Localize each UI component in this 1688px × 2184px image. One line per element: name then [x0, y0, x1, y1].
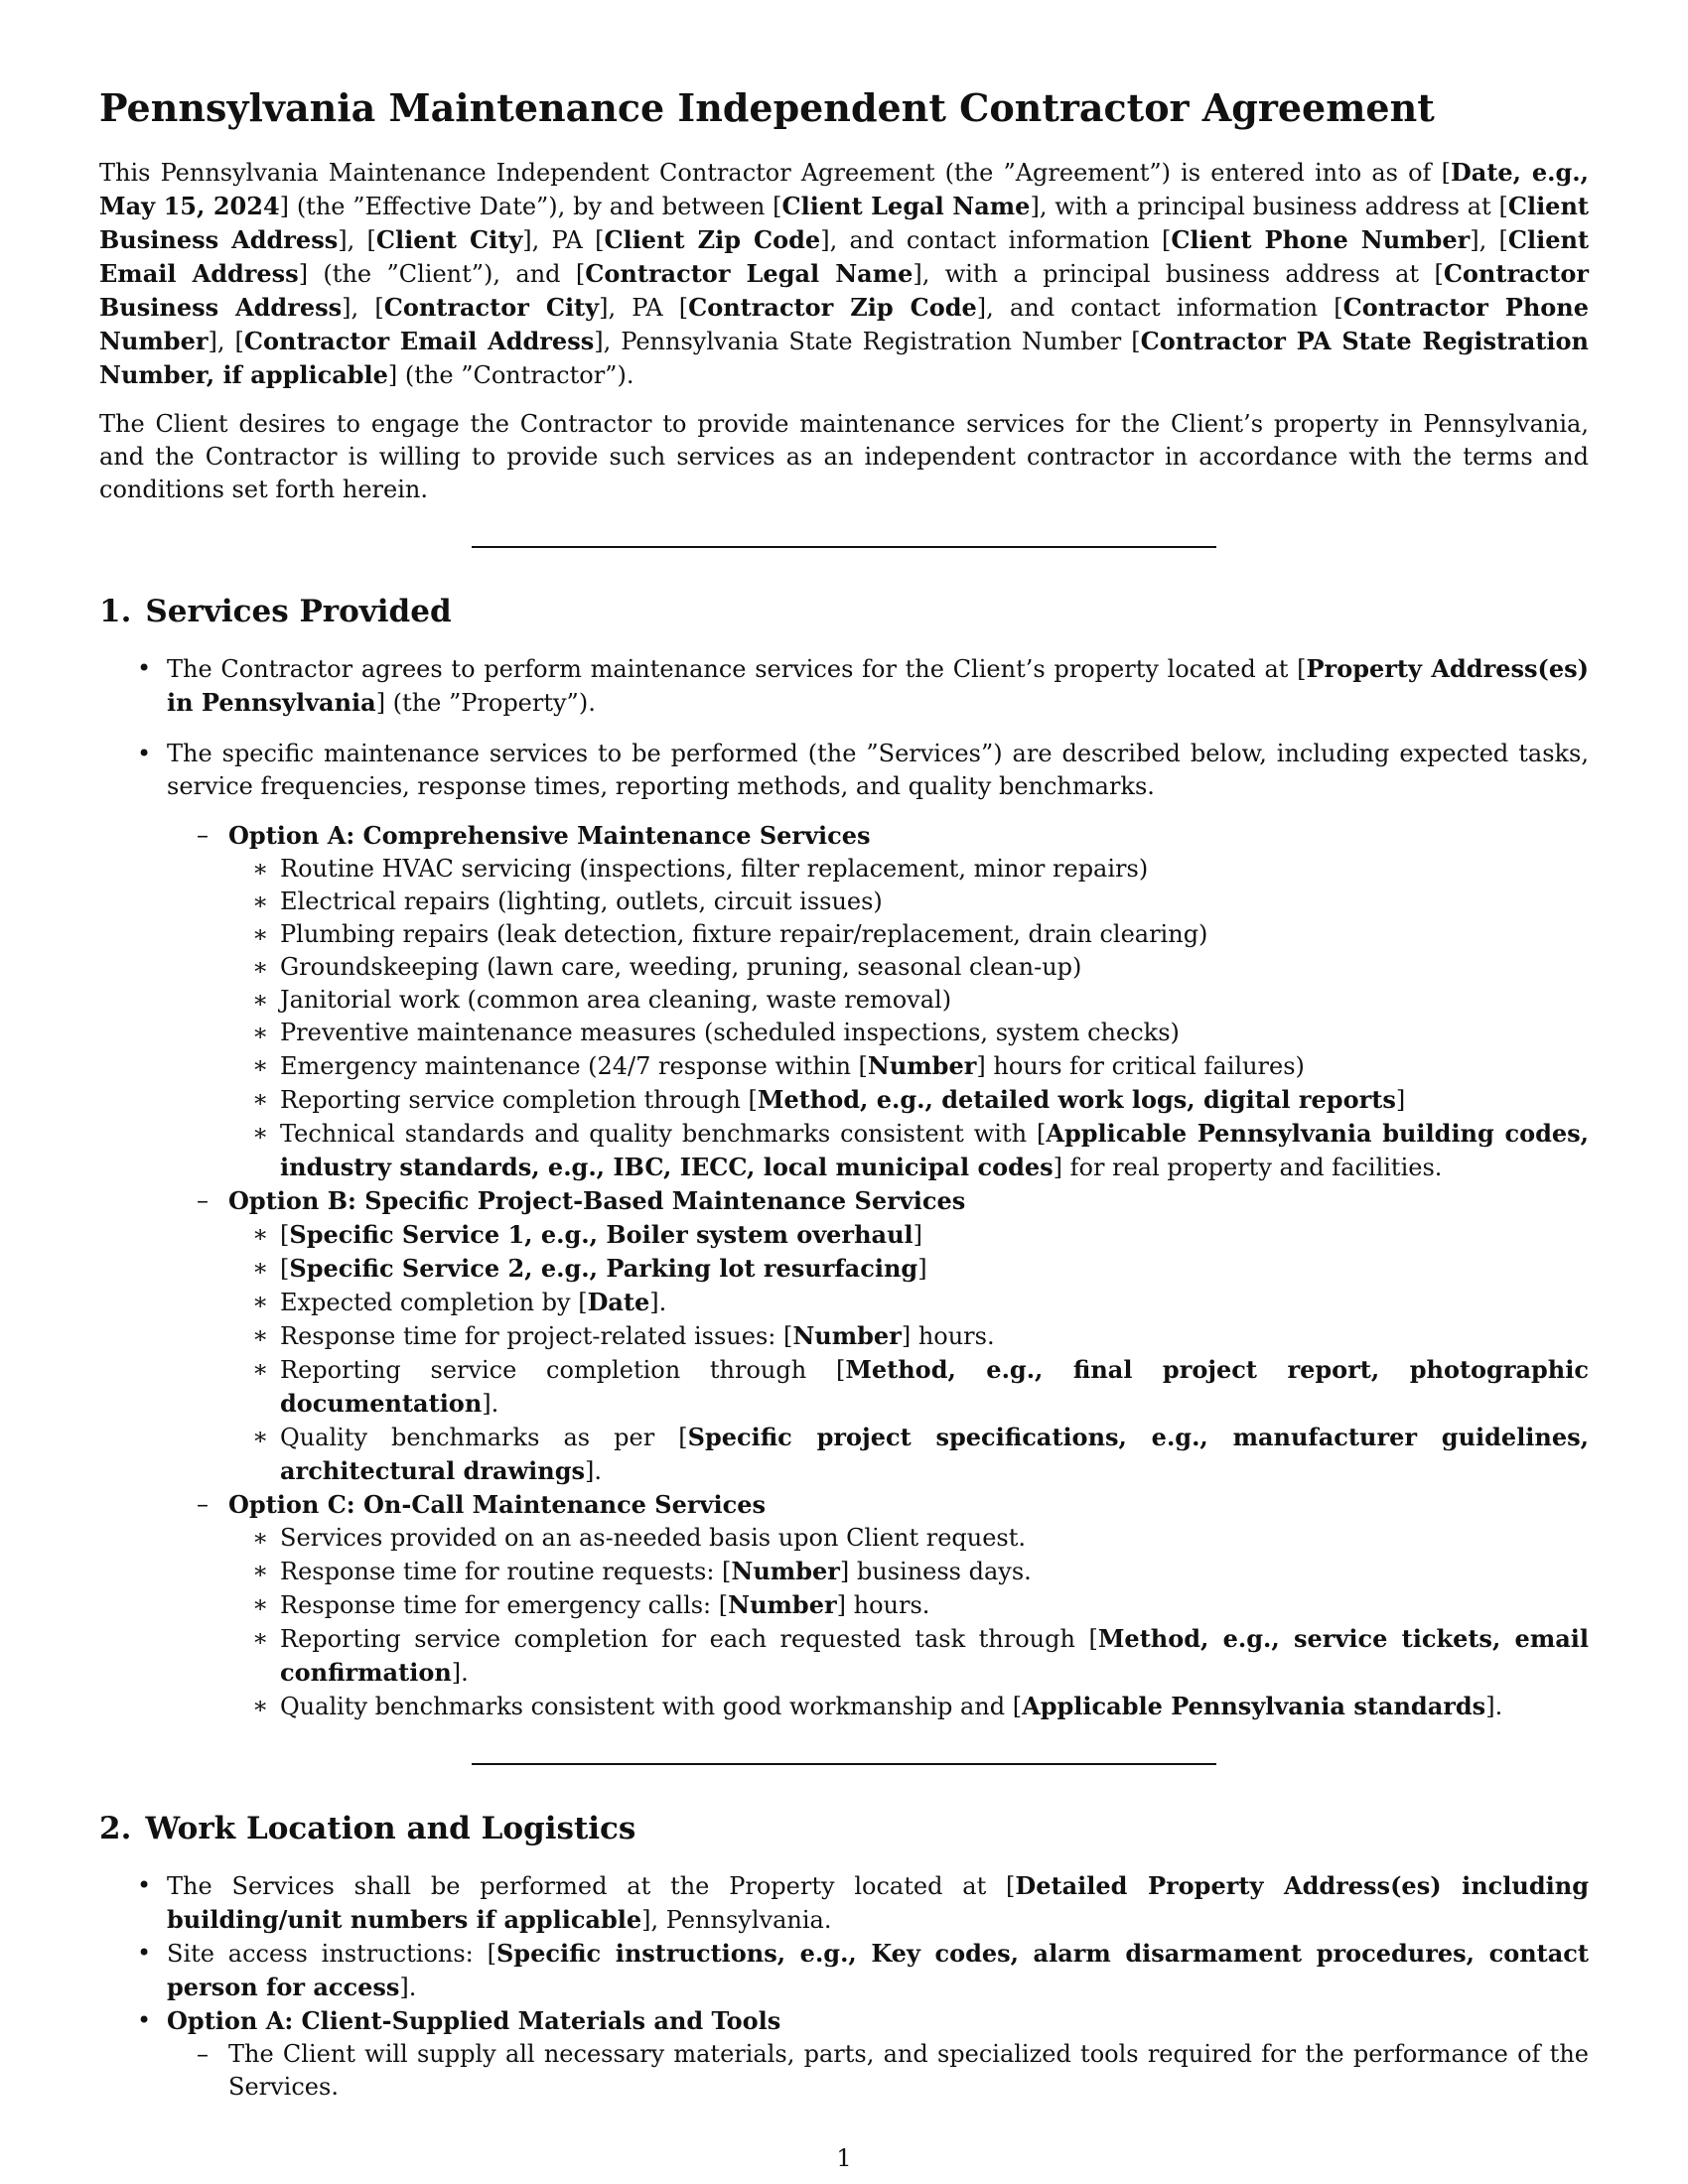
text-run: Janitorial work (common area cleaning, waste removal)	[280, 985, 952, 1014]
placeholder-field: Method, e.g., service tickets, email confirmation	[280, 1623, 1590, 1687]
placeholder-field: Specific Service 1, e.g., Boiler system overhaul	[289, 1219, 914, 1249]
text-run: ] business days.	[839, 1557, 1032, 1585]
placeholder-field: Property Address(es) in Pennsylvania	[167, 653, 1589, 717]
asterisk-icon: ∗	[252, 1219, 269, 1248]
placeholder-field: Specific instructions, e.g., Key codes, alarm disarmament procedures, contact person for access	[167, 1938, 1589, 2001]
text-run: ], PA [	[522, 225, 605, 254]
dash-item	[167, 2038, 1589, 2104]
text-run: Plumbing repairs (leak detection, fixture repair/replacement, drain clearing)	[280, 919, 1208, 948]
text-run: ].	[585, 1456, 603, 1485]
section-number: 2.	[99, 1810, 132, 1846]
sub-item	[228, 984, 1589, 1017]
text-run: Preventive maintenance measures (scheduled inspections, system checks)	[280, 1018, 1180, 1046]
placeholder-field: Contractor Business Address	[99, 258, 1590, 322]
bullet-item	[99, 1937, 1589, 2004]
placeholder-field: Date	[587, 1287, 650, 1316]
asterisk-icon: ∗	[252, 887, 269, 915]
text-run: ], [	[338, 225, 376, 254]
asterisk-icon: ∗	[252, 1354, 269, 1383]
text-run: ], [	[1470, 225, 1508, 254]
text-run: ], with a principal business address at [	[913, 259, 1444, 288]
sections-container	[99, 546, 1589, 2104]
text-run: Technical standards and quality benchmarks consistent with [	[280, 1119, 1047, 1148]
asterisk-icon: ∗	[252, 1084, 269, 1113]
placeholder-field: Method, e.g., detailed work logs, digital reports	[757, 1084, 1396, 1114]
text-run: [	[280, 1220, 290, 1249]
sub-item	[228, 1218, 1589, 1252]
text-run: ] hours.	[836, 1590, 930, 1619]
bullet-list	[99, 1869, 1589, 2104]
placeholder-field: Client City	[375, 224, 523, 254]
bullet-icon: •	[137, 739, 152, 767]
dash-icon: –	[197, 820, 209, 849]
placeholder-field: Specific project specifications, e.g., manufacturer guidelines, architectural drawings	[280, 1422, 1590, 1485]
text-run: Reporting service completion through [	[280, 1085, 758, 1114]
placeholder-field: Contractor Email Address	[243, 326, 595, 355]
text-run: ]	[917, 1254, 927, 1283]
placeholder-field: Contractor City	[383, 292, 600, 322]
placeholder-field: Client Legal Name	[781, 191, 1031, 220]
sub-item	[228, 1017, 1589, 1049]
placeholder-field: Number	[792, 1320, 902, 1350]
text-run: Quality benchmarks as per [	[280, 1423, 688, 1451]
text-run: Quality benchmarks consistent with good workmanship and [	[280, 1692, 1023, 1720]
document-title: Pennsylvania Maintenance Independent Contractor Agreement	[99, 85, 1435, 130]
text-run: ].	[399, 1973, 417, 2001]
text-run: Electrical repairs (lighting, outlets, circuit issues)	[280, 887, 883, 915]
sub-item	[228, 1117, 1589, 1184]
bullet-item	[99, 2004, 1589, 2104]
text-run: ].	[451, 1658, 469, 1687]
sub-item	[228, 1319, 1589, 1353]
text-run: ], and contact information [	[976, 293, 1343, 322]
text-run: ]	[1395, 1085, 1406, 1114]
text-run: Response time for routine requests: [	[280, 1557, 732, 1585]
dash-icon: –	[197, 2039, 209, 2068]
text-run: Groundskeeping (lawn care, weeding, pruning, seasonal clean-up)	[280, 952, 1082, 981]
text-run: ] (the ”Client”), and [	[298, 259, 586, 288]
placeholder-field: Date, e.g., May 15, 2024	[99, 157, 1590, 220]
text-run: ], [	[208, 327, 244, 355]
text-run: This Pennsylvania Maintenance Independent Contractor Agreement (the ”Agreement”) is entered into as of	[99, 158, 1442, 187]
text-run: ].	[649, 1288, 667, 1316]
asterisk-icon: ∗	[252, 1018, 269, 1046]
placeholder-field: Number	[731, 1556, 840, 1585]
sub-item	[228, 853, 1589, 886]
text-run: ], Pennsylvania State Registration Number [	[594, 327, 1141, 355]
placeholder-field: Applicable Pennsylvania standards	[1022, 1691, 1486, 1720]
sub-item-list	[228, 1218, 1589, 1488]
intro-paragraph	[99, 156, 1589, 392]
section-heading	[99, 1811, 1589, 1847]
section-number: 1.	[99, 593, 132, 629]
text-run: Services provided on an as-needed basis upon Client request.	[280, 1523, 1027, 1552]
placeholder-field: Contractor PA State Registration Number, if applicable	[99, 326, 1590, 389]
sub-item	[228, 1421, 1589, 1488]
text-run: Site access instructions: [	[167, 1939, 496, 1968]
text-run: The specific maintenance services to be performed (the ”Services”) are described below, including expected tasks, service frequencies, response times, reporting methods, and quality benchmarks.	[167, 739, 1589, 800]
text-run: [	[280, 1254, 290, 1283]
text-run: ].	[1485, 1692, 1503, 1720]
text-run: ]	[913, 1220, 923, 1249]
asterisk-icon: ∗	[252, 854, 269, 883]
bullet-item	[99, 652, 1589, 720]
text-run: Routine HVAC servicing (inspections, filter replacement, minor repairs)	[280, 854, 1149, 883]
asterisk-icon: ∗	[252, 1589, 269, 1618]
asterisk-icon: ∗	[252, 1422, 269, 1450]
text-run: Emergency maintenance (24/7 response within [	[280, 1051, 868, 1080]
placeholder-field: Contractor Zip Code	[688, 292, 977, 322]
placeholder-field: Number	[867, 1050, 977, 1080]
text-run: ], with a principal business address at [	[1030, 192, 1508, 220]
text-run: ] (the ”Effective Date”), by and between [	[279, 192, 782, 220]
sub-item-list	[228, 853, 1589, 1184]
sub-item	[228, 1049, 1589, 1083]
asterisk-icon: ∗	[252, 1253, 269, 1282]
sub-item	[228, 1588, 1589, 1622]
asterisk-icon: ∗	[252, 1556, 269, 1584]
bullet-icon: •	[137, 1938, 152, 1967]
text-run: ], [	[342, 293, 384, 322]
section-heading	[99, 594, 1589, 630]
option-label: Option A: Comprehensive Maintenance Services	[228, 820, 871, 850]
dash-item-text: The Client will supply all necessary materials, parts, and specialized tools required for the performance of the Services.	[228, 2039, 1589, 2101]
placeholder-field: Contractor Legal Name	[585, 258, 914, 288]
asterisk-icon: ∗	[252, 1287, 269, 1315]
document-page	[99, 84, 1589, 2104]
asterisk-icon: ∗	[252, 1623, 269, 1652]
option-item	[167, 1488, 1589, 1723]
sub-item	[228, 1353, 1589, 1421]
sub-item	[228, 1555, 1589, 1588]
option-label: Option B: Specific Project-Based Maintenance Services	[228, 1185, 966, 1215]
text-run: ], Pennsylvania.	[641, 1905, 832, 1934]
text-run: [	[1441, 158, 1451, 187]
placeholder-field: Client Email Address	[99, 224, 1590, 288]
asterisk-icon: ∗	[252, 1050, 269, 1079]
text-run: ] hours for critical failures)	[976, 1051, 1305, 1080]
sub-item	[228, 886, 1589, 918]
bullet-item	[99, 1869, 1589, 1937]
asterisk-icon: ∗	[252, 952, 269, 981]
bullet-icon: •	[137, 2005, 152, 2034]
option-label: Option A: Client-Supplied Materials and Tools	[167, 2005, 781, 2035]
placeholder-field: Client Zip Code	[604, 224, 821, 254]
sub-item	[228, 1286, 1589, 1319]
text-run: The Services shall be performed at the Property located at [	[167, 1871, 1016, 1900]
placeholder-field: Contractor Phone Number	[99, 292, 1589, 355]
dash-list	[167, 2038, 1589, 2104]
bullet-icon: •	[137, 1870, 152, 1899]
placeholder-field: Detailed Property Address(es) including building/unit numbers if applicable	[167, 1870, 1589, 1934]
placeholder-field: Number	[728, 1589, 837, 1619]
dash-icon: –	[197, 1489, 209, 1518]
sub-item-list	[228, 1522, 1589, 1723]
placeholder-field: Applicable Pennsylvania building codes, industry standards, e.g., IBC, IECC, local municipal codes	[280, 1118, 1589, 1181]
dash-icon: –	[197, 1185, 209, 1214]
asterisk-icon: ∗	[252, 1523, 269, 1552]
text-run: ] (the ”Property”).	[375, 688, 596, 717]
text-run: ], PA [	[599, 293, 689, 322]
placeholder-field: Client Phone Number	[1171, 224, 1471, 254]
option-label: Option C: On-Call Maintenance Services	[228, 1489, 767, 1519]
section-divider	[472, 546, 1216, 548]
asterisk-icon: ∗	[252, 1691, 269, 1719]
option-list	[167, 819, 1589, 1723]
purpose-paragraph: The Client desires to engage the Contractor to provide maintenance services for the Client’s property in Pennsylvania, and the Contractor is willing to provide such services as an independent contractor in accordance with the terms and conditions set forth herein.	[99, 409, 1589, 503]
bullet-icon: •	[137, 653, 152, 682]
text-run: ].	[482, 1389, 499, 1418]
text-run: Reporting service completion for each requested task through [	[280, 1624, 1098, 1653]
bullet-list	[99, 652, 1589, 1723]
asterisk-icon: ∗	[252, 1320, 269, 1349]
placeholder-field: Method, e.g., final project report, photographic documentation	[280, 1354, 1589, 1418]
text-run: Response time for project-related issues: [	[280, 1321, 793, 1350]
text-run: ] for real property and facilities.	[1053, 1153, 1443, 1181]
text-run: Reporting service completion through [	[280, 1355, 846, 1384]
sub-item	[228, 918, 1589, 951]
section-title: Services Provided	[145, 593, 452, 629]
option-item	[167, 819, 1589, 1184]
text-run: ] (the ”Contractor”).	[387, 360, 634, 389]
section-divider	[472, 1763, 1216, 1765]
text-run: The Contractor agrees to perform maintenance services for the Client’s property located at [	[167, 654, 1307, 683]
bullet-item	[99, 738, 1589, 1723]
sub-item	[228, 1252, 1589, 1286]
sub-item	[228, 1083, 1589, 1117]
sub-item	[228, 1690, 1589, 1723]
placeholder-field: Client Business Address	[99, 191, 1589, 254]
asterisk-icon: ∗	[252, 985, 269, 1014]
option-item	[167, 1184, 1589, 1488]
placeholder-field: Specific Service 2, e.g., Parking lot resurfacing	[289, 1253, 918, 1283]
asterisk-icon: ∗	[252, 919, 269, 948]
text-run: ], and contact information [	[820, 225, 1172, 254]
text-run: Response time for emergency calls: [	[280, 1590, 729, 1619]
sub-item	[228, 1622, 1589, 1690]
section-title: Work Location and Logistics	[145, 1810, 636, 1846]
page-number: 1	[836, 2144, 852, 2172]
asterisk-icon: ∗	[252, 1118, 269, 1147]
sub-item	[228, 1522, 1589, 1555]
sub-item	[228, 951, 1589, 984]
text-run: ] hours.	[901, 1321, 995, 1350]
text-run: Expected completion by [	[280, 1288, 588, 1316]
